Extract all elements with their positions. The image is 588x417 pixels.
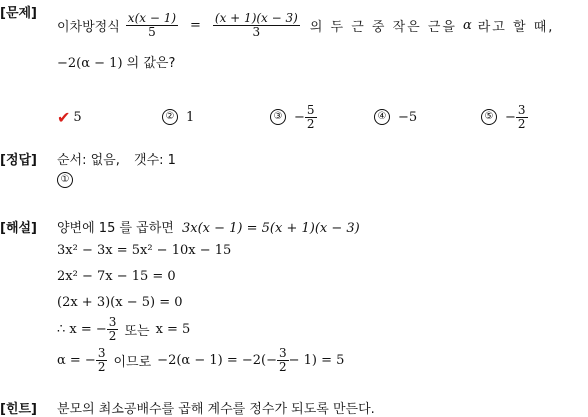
problem-line-1 <box>57 12 554 38</box>
explanation-line-6-pre: α = − <box>57 352 96 368</box>
explanation-line-6-denominator-2: 2 <box>278 359 287 374</box>
explanation-line-6-numerator: 3 <box>97 345 106 360</box>
option-1[interactable] <box>57 100 82 134</box>
option-5-sign: − <box>505 109 516 125</box>
explanation-line-2: 3x² − 3x = 5x² − 10x − 15 <box>57 243 232 258</box>
option-5[interactable] <box>481 100 528 134</box>
explanation-line-3: 2x² − 7x − 15 = 0 <box>57 269 176 284</box>
explanation-line-5-fraction <box>107 316 119 342</box>
explanation-line-6-numerator-2: 3 <box>278 345 287 360</box>
option-1-value: 5 <box>73 109 82 125</box>
explanation-line-1-text: 양변에 15 를 곱하면 <box>57 221 174 236</box>
explanation-line-4: (2x + 3)(x − 5) = 0 <box>57 295 183 310</box>
option-3-denominator: 2 <box>306 116 315 131</box>
option-5-numerator: 3 <box>517 102 526 117</box>
option-2[interactable] <box>162 100 194 134</box>
circle-2-icon: ② <box>162 109 178 125</box>
explanation-line-5 <box>57 312 190 346</box>
explanation-line-6-expr-1: −2(α − 1) = −2(− <box>157 352 277 368</box>
problem-intro: 이차방정식 <box>57 19 120 35</box>
alpha-symbol: α <box>462 17 472 33</box>
rhs-numerator: (x + 1)(x − 3) <box>214 11 298 25</box>
problem-question: 의 값은? <box>126 56 176 71</box>
problem-label: [문제] <box>0 6 37 21</box>
option-3[interactable] <box>270 100 317 134</box>
explanation-line-5-denominator: 2 <box>108 328 117 343</box>
explanation-line-6-mid: 이므로 <box>113 354 152 370</box>
answer-order: 순서: 없음, <box>57 153 120 168</box>
circle-5-icon: ⑤ <box>481 109 497 125</box>
answer-count: 갯수: 1 <box>134 153 176 168</box>
problem-expression: −2(α − 1) <box>57 56 123 71</box>
option-3-fraction <box>305 104 317 130</box>
option-3-numerator: 5 <box>306 102 315 117</box>
answer-meta <box>57 149 176 168</box>
option-2-value: 1 <box>186 109 195 125</box>
answer-value <box>57 172 77 188</box>
option-5-fraction <box>516 104 528 130</box>
explanation-line-6-fraction <box>96 347 108 373</box>
answer-label: [정답] <box>0 153 37 168</box>
rhs-fraction <box>213 12 300 38</box>
problem-text-1: 의 두 근 중 작은 근을 <box>309 19 457 35</box>
explanation-line-6-denominator: 2 <box>97 359 106 374</box>
circle-4-icon: ④ <box>374 109 390 125</box>
rhs-denominator: 3 <box>213 25 300 39</box>
circle-3-icon: ③ <box>270 109 286 125</box>
option-3-sign: − <box>294 109 305 125</box>
circle-1-icon: ① <box>57 172 73 188</box>
explanation-line-6 <box>57 343 344 377</box>
hint-text: 분모의 최소공배수를 곱해 계수를 정수가 되도록 만든다. <box>57 402 375 417</box>
option-4[interactable] <box>374 100 417 134</box>
explanation-line-1-expr: 3x(x − 1) = 5(x + 1)(x − 3) <box>182 221 360 236</box>
lhs-fraction <box>126 12 178 38</box>
equals-sign: = <box>190 17 201 33</box>
problem-line-2 <box>57 52 175 71</box>
option-4-value: −5 <box>398 109 418 125</box>
problem-text-2: 라고 할 때, <box>477 19 555 35</box>
option-5-denominator: 2 <box>517 116 526 131</box>
explanation-line-5-post: x = 5 <box>155 321 191 337</box>
hint-label: [힌트] <box>0 402 37 417</box>
lhs-denominator: 5 <box>126 25 178 39</box>
explanation-label: [해설] <box>0 221 37 236</box>
explanation-line-6-expr-2: − 1) = 5 <box>288 352 345 368</box>
lhs-numerator: x(x − 1) <box>127 11 177 25</box>
explanation-line-5-mid: 또는 <box>124 323 150 339</box>
explanation-line-5-pre: ∴ x = − <box>57 321 107 337</box>
explanation-line-6-fraction-2 <box>277 347 289 373</box>
check-icon: ✔ <box>57 107 71 127</box>
explanation-line-5-numerator: 3 <box>108 314 117 329</box>
explanation-line-1 <box>57 217 360 236</box>
